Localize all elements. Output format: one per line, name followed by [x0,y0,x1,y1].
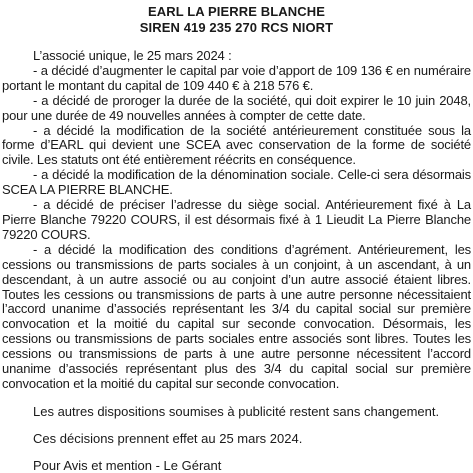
effective-date-line: Ces décisions prennent effet au 25 mars 2024. [33,430,303,446]
decision-capital-increase: - a décidé d’augmenter le capital par voie d’apport de 109 136 € en numéraire portant le montant du capital de 109 440 € à 218 576 €. [2,62,471,93]
intro-line: L’associé unique, le 25 mars 2024 : [33,48,232,63]
notice-header [2,4,471,36]
notice-closing [2,404,471,473]
decision-duration-extension: - a décidé de proroger la durée de la société, qui doit expirer le 10 juin 2048, pour une durée de 49 nouvelles années à compter de cette date. [2,92,471,123]
decision-head-office-address: - a décidé de préciser l’adresse du siège social. Antérieurement fixé à La Pierre Blanche 79220 COURS, il est désormais fixé à 1 Lieudit La Pierre Blanche 79220 COURS. [2,197,471,242]
signature-line: Pour Avis et mention - Le Gérant [33,457,222,473]
company-registration: SIREN 419 235 270 RCS NIORT [139,20,334,35]
decision-company-form-change: - a décidé la modification de la société antérieurement constituée sous la forme d’EARL qui devient une SCEA avec conservation de la forme de société civile. Les statuts ont été entièrement réécrits en conséquence. [2,122,471,168]
company-name: EARL LA PIERRE BLANCHE [148,4,325,19]
notice-body [2,49,471,392]
decision-approval-conditions: - a décidé la modification des conditions d’agrément. Antérieurement, les cessions ou transmissions de parts sociales à un conjoint, à un ascendant, à un descendant, à un autre associé ou au conjoint d’un autre associé étaient libres. Toutes les cessions ou transmissions de parts à une autre personne nécessitaient l’accord unanime d’associés représentant les 3/4 du capital social sur première convocation et la moitié du capital sur seconde convocation. Désormais, les cessions ou transmissions de parts sociales entre associés sont libres. Toutes les cessions ou transmissions de parts à une autre personne nécessitent l’accord unanime d’associés représentant plus des 3/4 du capital social sur première convocation et la moitié du capital sur seconde convocation. [2,241,471,391]
unchanged-provisions-line: Les autres dispositions soumises à publicité restent sans changement. [33,403,440,419]
decision-name-change: - a décidé la modification de la dénomination sociale. Celle-ci sera désormais SCEA LA PIERRE BLANCHE. [2,167,471,198]
